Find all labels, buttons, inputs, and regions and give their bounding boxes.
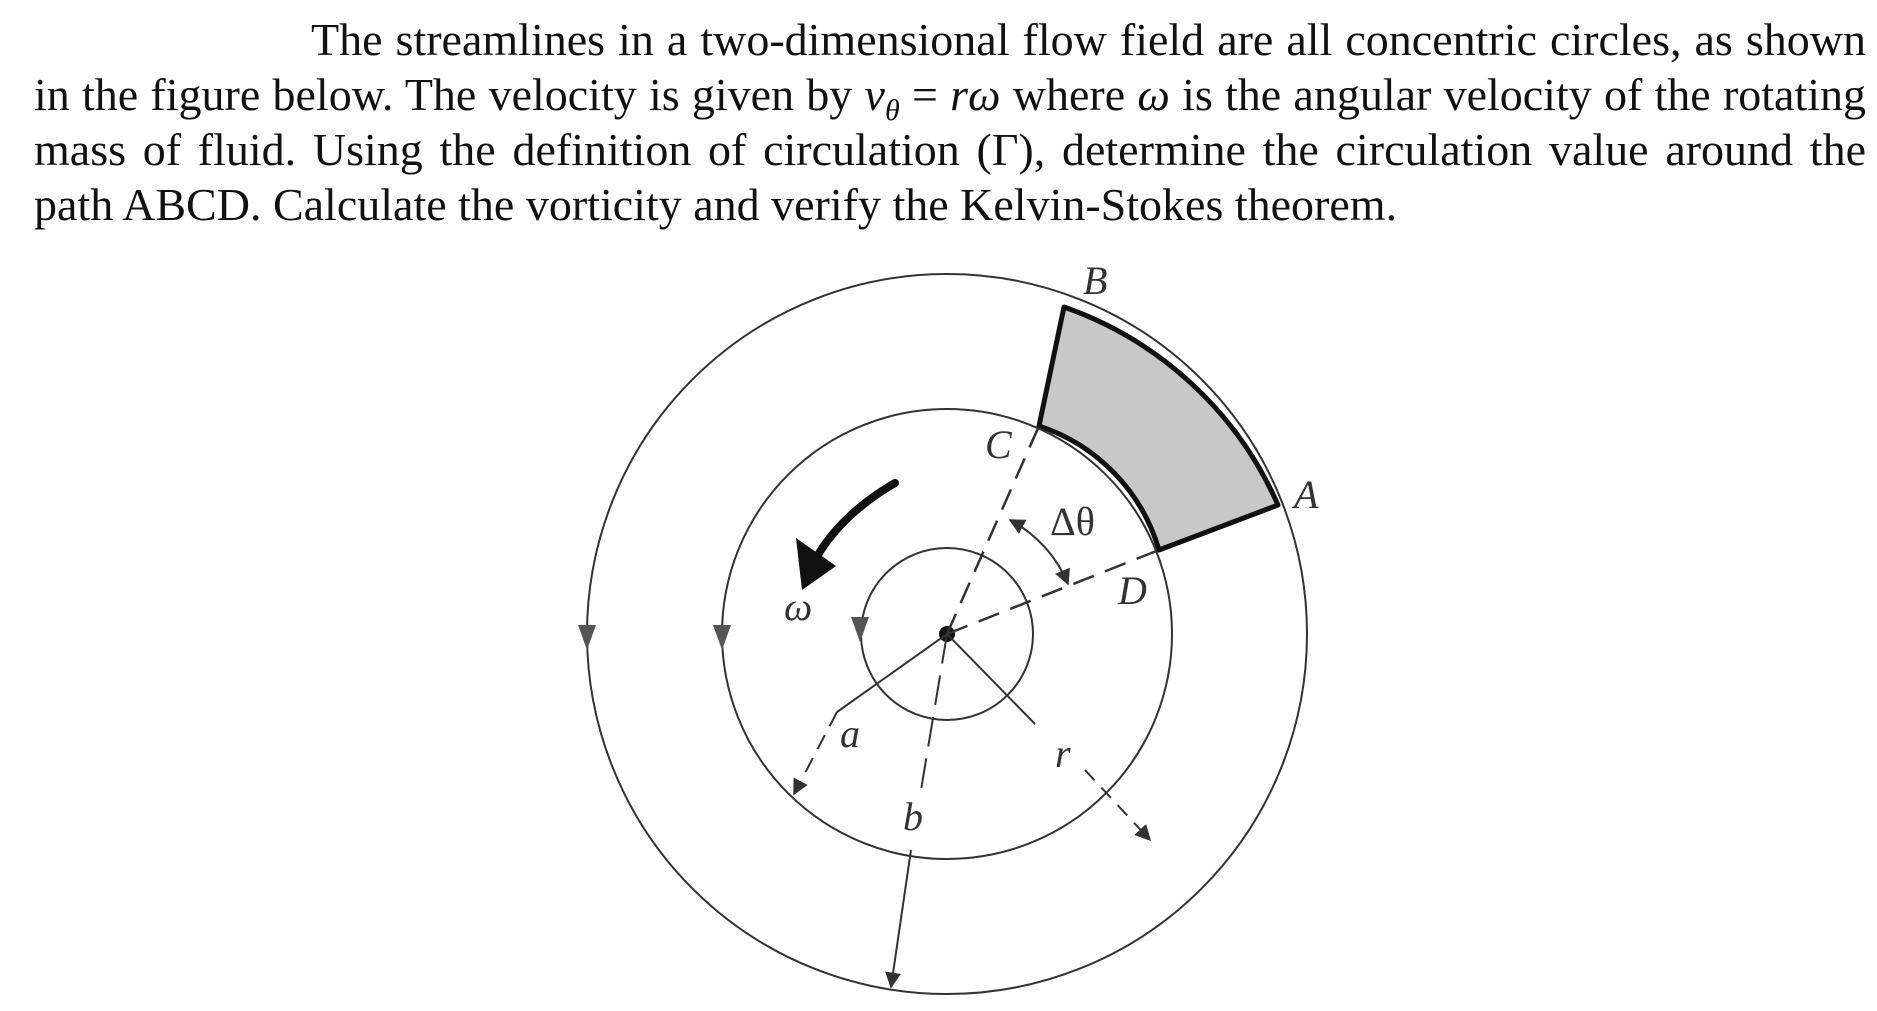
label-omega: ω: [784, 584, 813, 629]
omega-symbol: ω: [1137, 69, 1170, 120]
label-d: D: [1118, 568, 1147, 613]
rotation-arrow: [815, 483, 895, 560]
problem-text-part3: is the angular velocity of the rotating mass of fluid. Using the definition of circulation (Γ), determine the circulation value around the path ABCD. Calculate the vorticity and verify the Kelvin-Stokes theorem.: [34, 69, 1867, 230]
label-radius-a: a: [840, 711, 860, 756]
label-b: B: [1083, 258, 1108, 303]
middle-circle-arrow: [713, 625, 731, 650]
outer-circle-arrow: [578, 625, 596, 650]
problem-text-part1: The streamlines in a two-dimensional flow field are all concentric circles, as shown in the figure below. The velocity is given by: [34, 14, 1866, 120]
radius-b-lower: [891, 850, 911, 987]
label-c: C: [985, 422, 1012, 467]
label-a: A: [1294, 472, 1319, 517]
label-radius-r: r: [1055, 731, 1071, 776]
equals-sign: =: [899, 69, 951, 120]
label-radius-b: b: [903, 794, 923, 839]
label-delta-theta: Δθ: [1050, 499, 1095, 544]
r-omega-expression: rω: [950, 69, 1001, 120]
radius-b-line: [921, 634, 947, 790]
rotation-arrowhead: [796, 538, 836, 590]
velocity-symbol: v: [864, 69, 885, 120]
radius-a-dashed: [794, 712, 837, 794]
velocity-subscript: θ: [884, 94, 900, 128]
problem-text-part2: where: [1000, 69, 1138, 120]
inner-circle-arrow: [851, 617, 869, 642]
radius-r-line: [947, 634, 1035, 724]
